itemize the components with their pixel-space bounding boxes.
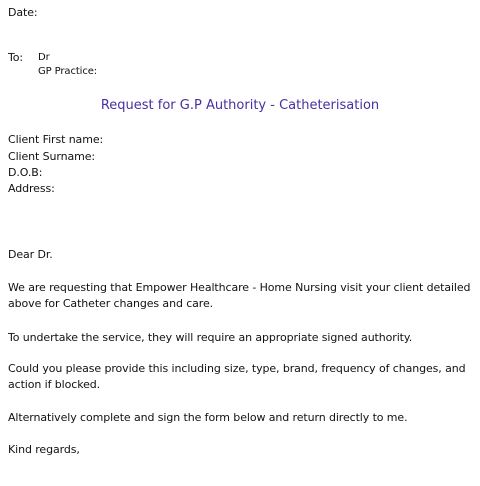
client-surname-label: Client Surname: (8, 150, 96, 163)
dob-label: D.O.B: (8, 166, 43, 179)
paragraph-authority: To undertake the service, they will require an appropriate signed authority. (8, 331, 413, 344)
paragraph-alternative: Alternatively complete and sign the form below and return directly to me. (8, 411, 408, 424)
salutation: Dear Dr. (8, 248, 53, 261)
paragraph-details: Could you please provide this including size, type, brand, frequency of changes, and action if blocked. (8, 362, 466, 391)
address-label: Address: (8, 182, 55, 195)
client-first-name-label: Client First name: (8, 133, 104, 146)
document-title: Request for G.P Authority - Catheterisation (100, 98, 380, 113)
paragraph-request: We are requesting that Empower Healthcare - Home Nursing visit your client detailed above for Catheter changes and care. (8, 281, 471, 310)
date-label: Date: (8, 6, 38, 19)
closing: Kind regards, (8, 443, 80, 456)
gp-practice-label: GP Practice: (38, 66, 98, 77)
doctor-label: Dr (38, 52, 50, 63)
to-label: To: (8, 51, 23, 64)
